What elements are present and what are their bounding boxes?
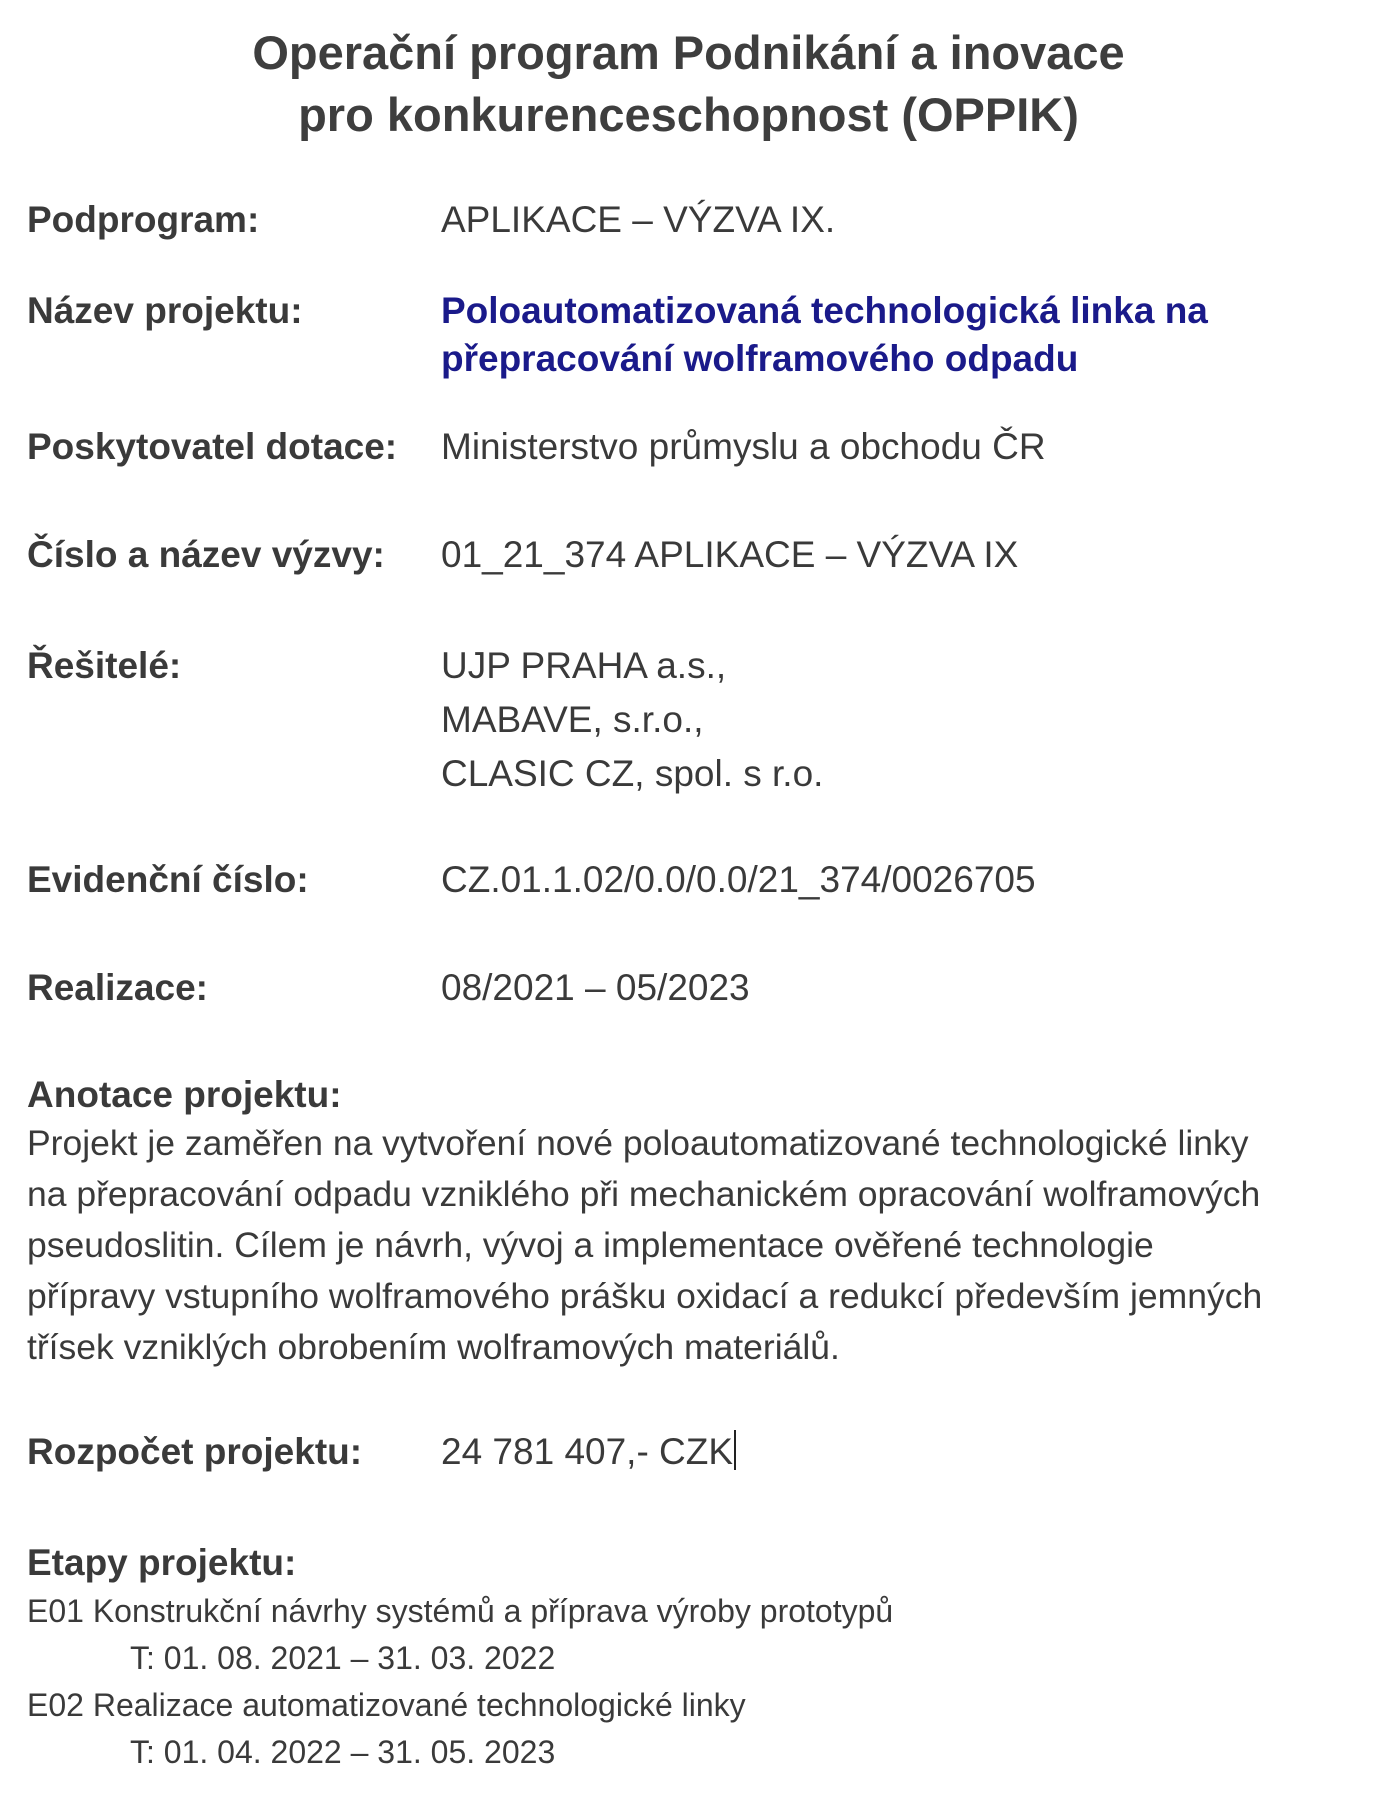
subprogram-label: Podprogram: [27,199,260,240]
annotation-line: na přepracování odpadu vzniklého při mechanickém opracování wolframových [27,1174,1261,1214]
subprogram-value: APLIKACE – VÝZVA IX. [441,199,836,240]
call-label: Číslo a název výzvy: [27,534,385,575]
budget-label: Rozpočet projektu: [27,1431,363,1472]
stages-heading: Etapy projektu: [27,1542,297,1583]
stage-term: T: 01. 08. 2021 – 31. 03. 2022 [130,1640,556,1676]
solvers-label: Řešitelé: [27,645,182,686]
budget-value: 24 781 407,- CZK [441,1431,734,1472]
annotation-heading: Anotace projektu: [27,1074,342,1115]
call-value: 01_21_374 APLIKACE – VÝZVA IX [441,534,1019,575]
solver-item: UJP PRAHA a.s., [441,645,727,686]
project-name-value [441,287,1208,383]
realization-value: 08/2021 – 05/2023 [441,967,750,1008]
stage-name: E01 Konstrukční návrhy systémů a příprava výroby prototypů [27,1593,894,1629]
annotation-text [27,1118,1357,1373]
provider-value: Ministerstvo průmyslu a obchodu ČR [441,426,1046,467]
document-title [0,22,1377,146]
project-name-label: Název projektu: [27,290,303,331]
title-line-2: pro konkurenceschopnost (OPPIK) [298,88,1079,141]
annotation-line: třísek vzniklých obrobením wolframových materiálů. [27,1327,840,1367]
annotation-line: přípravy vstupního wolframového prášku oxidací a redukcí především jemných [27,1276,1263,1316]
project-name-line-1: Poloautomatizovaná technologická linka na [441,290,1208,331]
registration-value: CZ.01.1.02/0.0/0.0/21_374/0026705 [441,859,1036,900]
solvers-value [441,639,823,801]
realization-label: Realizace: [27,967,208,1008]
stage-name: E02 Realizace automatizované technologické linky [27,1687,746,1723]
annotation-line: Projekt je zaměřen na vytvoření nové poloautomatizované technologické linky [27,1123,1249,1163]
provider-label: Poskytovatel dotace: [27,426,398,467]
title-line-1: Operační program Podnikání a inovace [252,26,1125,79]
project-name-line-2: přepracování wolframového odpadu [441,338,1079,379]
solver-item: MABAVE, s.r.o., [441,699,704,740]
registration-label: Evidenční číslo: [27,859,309,900]
solver-item: CLASIC CZ, spol. s r.o. [441,753,824,794]
text-cursor [734,1430,736,1470]
annotation-line: pseudoslitin. Cílem je návrh, vývoj a implementace ověřené technologie [27,1225,1154,1265]
stage-term: T: 01. 04. 2022 – 31. 05. 2023 [130,1734,556,1770]
budget-value-wrap [441,1425,736,1479]
stages-list [27,1588,893,1776]
